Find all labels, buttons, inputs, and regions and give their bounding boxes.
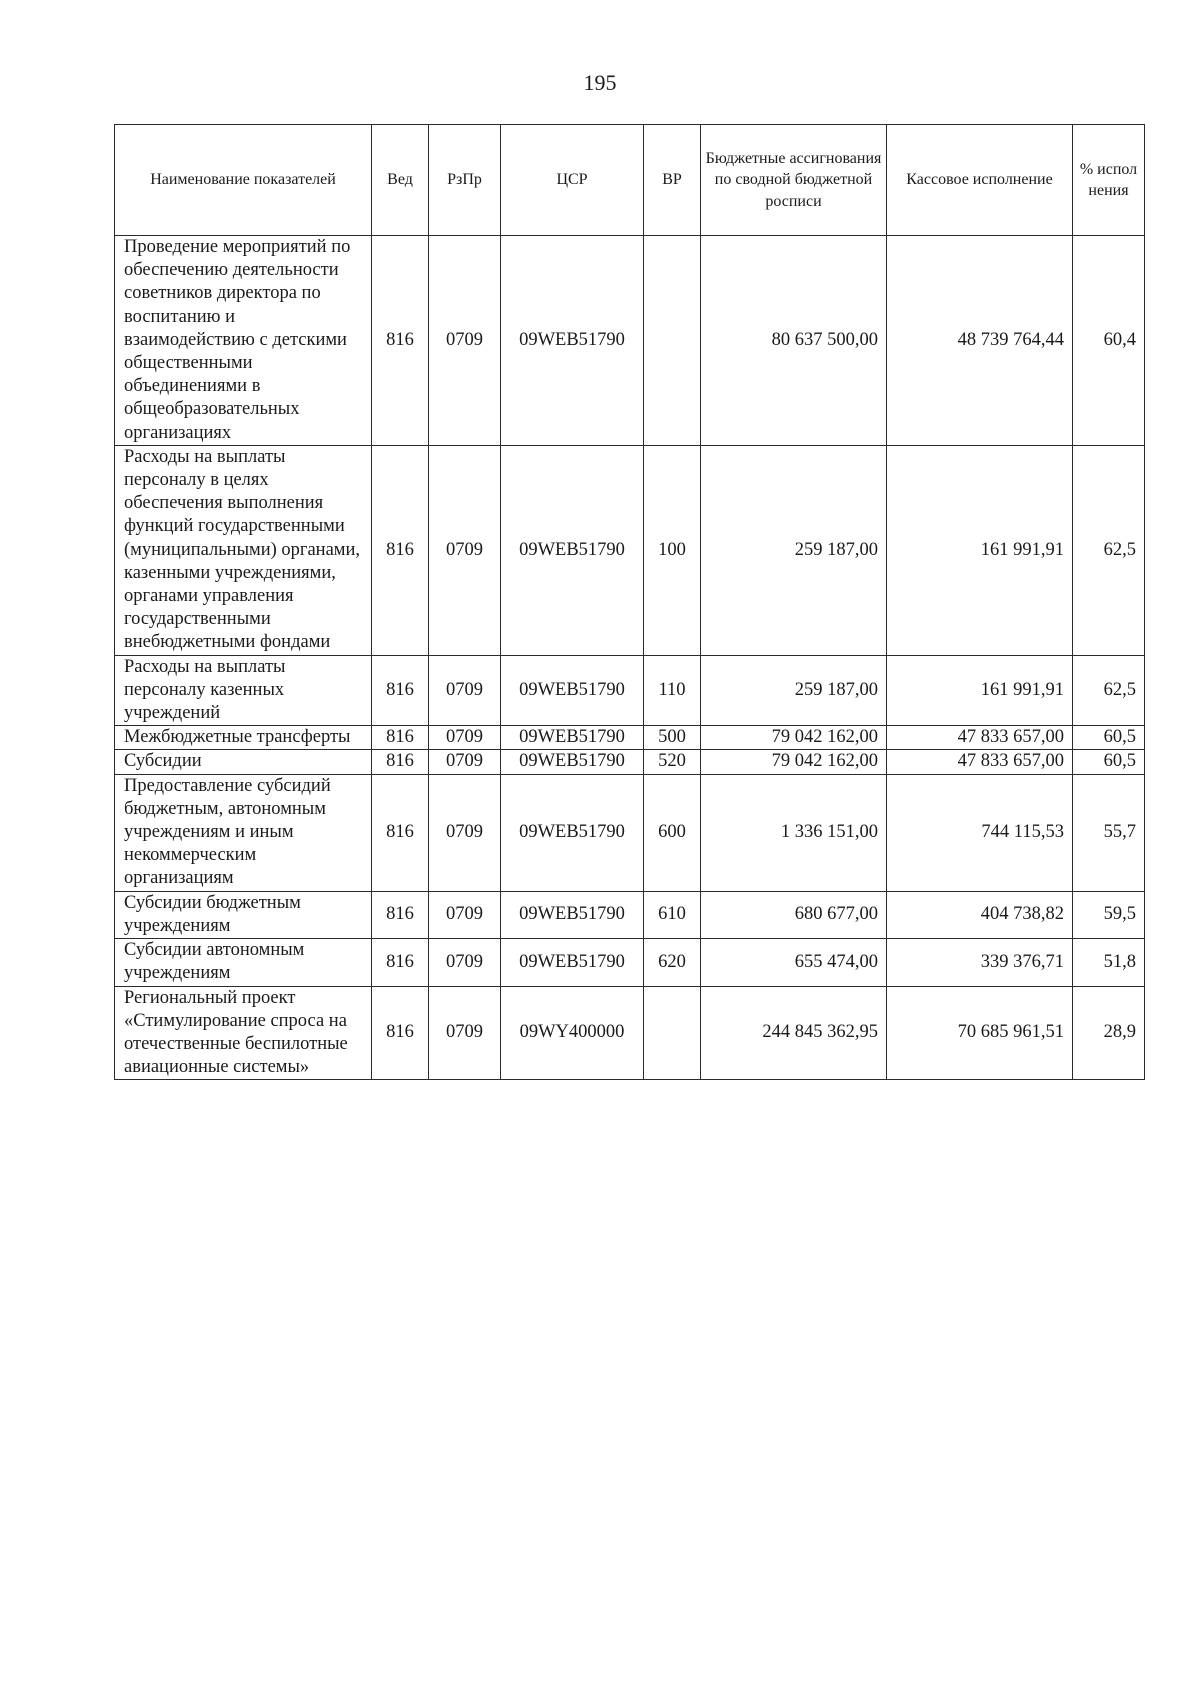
row-vr: 520 (644, 750, 701, 774)
page-number: 195 (583, 70, 617, 95)
row-csr: 09WEB51790 (501, 726, 644, 750)
row-rzpr: 0709 (429, 986, 501, 1080)
row-csr: 09WEB51790 (501, 891, 644, 938)
table-row (115, 445, 1145, 655)
row-cash: 744 115,53 (887, 774, 1073, 891)
table-row (115, 986, 1145, 1080)
row-ved: 816 (372, 750, 429, 774)
row-ved: 816 (372, 986, 429, 1080)
row-ved: 816 (372, 726, 429, 750)
budget-execution-table (114, 124, 1145, 1080)
row-budget: 259 187,00 (701, 445, 887, 655)
row-budget: 244 845 362,95 (701, 986, 887, 1080)
row-percent: 55,7 (1073, 774, 1145, 891)
row-percent: 28,9 (1073, 986, 1145, 1080)
row-csr: 09WY400000 (501, 986, 644, 1080)
row-ved: 816 (372, 445, 429, 655)
table-row (115, 939, 1145, 986)
row-vr: 620 (644, 939, 701, 986)
row-percent: 59,5 (1073, 891, 1145, 938)
row-name: Проведение мероприятий по обеспечению деятельности советников директора по воспитанию и взаимодействию с детскими общественными объединениями в общеобразовательных организациях (115, 236, 372, 446)
row-rzpr: 0709 (429, 726, 501, 750)
header-vr: ВР (644, 125, 701, 236)
row-percent: 62,5 (1073, 655, 1145, 726)
table-row (115, 774, 1145, 891)
row-name: Межбюджетные трансферты (115, 726, 372, 750)
header-cash: Кассовое исполнение (887, 125, 1073, 236)
row-cash: 404 738,82 (887, 891, 1073, 938)
row-cash: 48 739 764,44 (887, 236, 1073, 446)
row-vr: 110 (644, 655, 701, 726)
row-rzpr: 0709 (429, 655, 501, 726)
row-ved: 816 (372, 774, 429, 891)
row-cash: 161 991,91 (887, 445, 1073, 655)
row-name: Субсидии автономным учреждениям (115, 939, 372, 986)
row-percent: 51,8 (1073, 939, 1145, 986)
row-cash: 47 833 657,00 (887, 726, 1073, 750)
row-csr: 09WEB51790 (501, 774, 644, 891)
row-cash: 47 833 657,00 (887, 750, 1073, 774)
row-percent: 60,5 (1073, 726, 1145, 750)
table-row (115, 236, 1145, 446)
row-ved: 816 (372, 939, 429, 986)
row-rzpr: 0709 (429, 891, 501, 938)
row-name: Расходы на выплаты персоналу в целях обеспечения выполнения функций государственными (муниципальными) органами, казенными учреждениями, органами управления государственными внебюджетными фондами (115, 445, 372, 655)
row-vr (644, 986, 701, 1080)
row-csr: 09WEB51790 (501, 236, 644, 446)
header-percent: % испол нения (1073, 125, 1145, 236)
row-percent: 60,4 (1073, 236, 1145, 446)
row-vr: 600 (644, 774, 701, 891)
row-rzpr: 0709 (429, 445, 501, 655)
row-budget: 655 474,00 (701, 939, 887, 986)
table-row (115, 750, 1145, 774)
row-csr: 09WEB51790 (501, 750, 644, 774)
row-budget: 79 042 162,00 (701, 726, 887, 750)
row-csr: 09WEB51790 (501, 939, 644, 986)
table-row (115, 655, 1145, 726)
row-csr: 09WEB51790 (501, 655, 644, 726)
header-budget: Бюджетные ассигнования по сводной бюджетной росписи (701, 125, 887, 236)
row-cash: 161 991,91 (887, 655, 1073, 726)
row-rzpr: 0709 (429, 939, 501, 986)
row-budget: 1 336 151,00 (701, 774, 887, 891)
row-budget: 259 187,00 (701, 655, 887, 726)
row-name: Предоставление субсидий бюджетным, автономным учреждениям и иным некоммерческим организациям (115, 774, 372, 891)
header-ved: Вед (372, 125, 429, 236)
row-ved: 816 (372, 891, 429, 938)
row-csr: 09WEB51790 (501, 445, 644, 655)
row-rzpr: 0709 (429, 750, 501, 774)
row-vr: 610 (644, 891, 701, 938)
row-cash: 70 685 961,51 (887, 986, 1073, 1080)
header-name: Наименование показателей (115, 125, 372, 236)
row-name: Субсидии (115, 750, 372, 774)
row-rzpr: 0709 (429, 774, 501, 891)
row-budget: 80 637 500,00 (701, 236, 887, 446)
row-percent: 62,5 (1073, 445, 1145, 655)
row-vr (644, 236, 701, 446)
row-ved: 816 (372, 655, 429, 726)
row-name: Субсидии бюджетным учреждениям (115, 891, 372, 938)
row-rzpr: 0709 (429, 236, 501, 446)
row-vr: 500 (644, 726, 701, 750)
row-name: Расходы на выплаты персоналу казенных учреждений (115, 655, 372, 726)
row-budget: 680 677,00 (701, 891, 887, 938)
row-cash: 339 376,71 (887, 939, 1073, 986)
row-ved: 816 (372, 236, 429, 446)
row-vr: 100 (644, 445, 701, 655)
table-row (115, 891, 1145, 938)
row-budget: 79 042 162,00 (701, 750, 887, 774)
table-header-row (115, 125, 1145, 236)
header-rzpr: РзПр (429, 125, 501, 236)
header-csr: ЦСР (501, 125, 644, 236)
table-row (115, 726, 1145, 750)
row-percent: 60,5 (1073, 750, 1145, 774)
row-name: Региональный проект «Стимулирование спроса на отечественные беспилотные авиационные системы» (115, 986, 372, 1080)
